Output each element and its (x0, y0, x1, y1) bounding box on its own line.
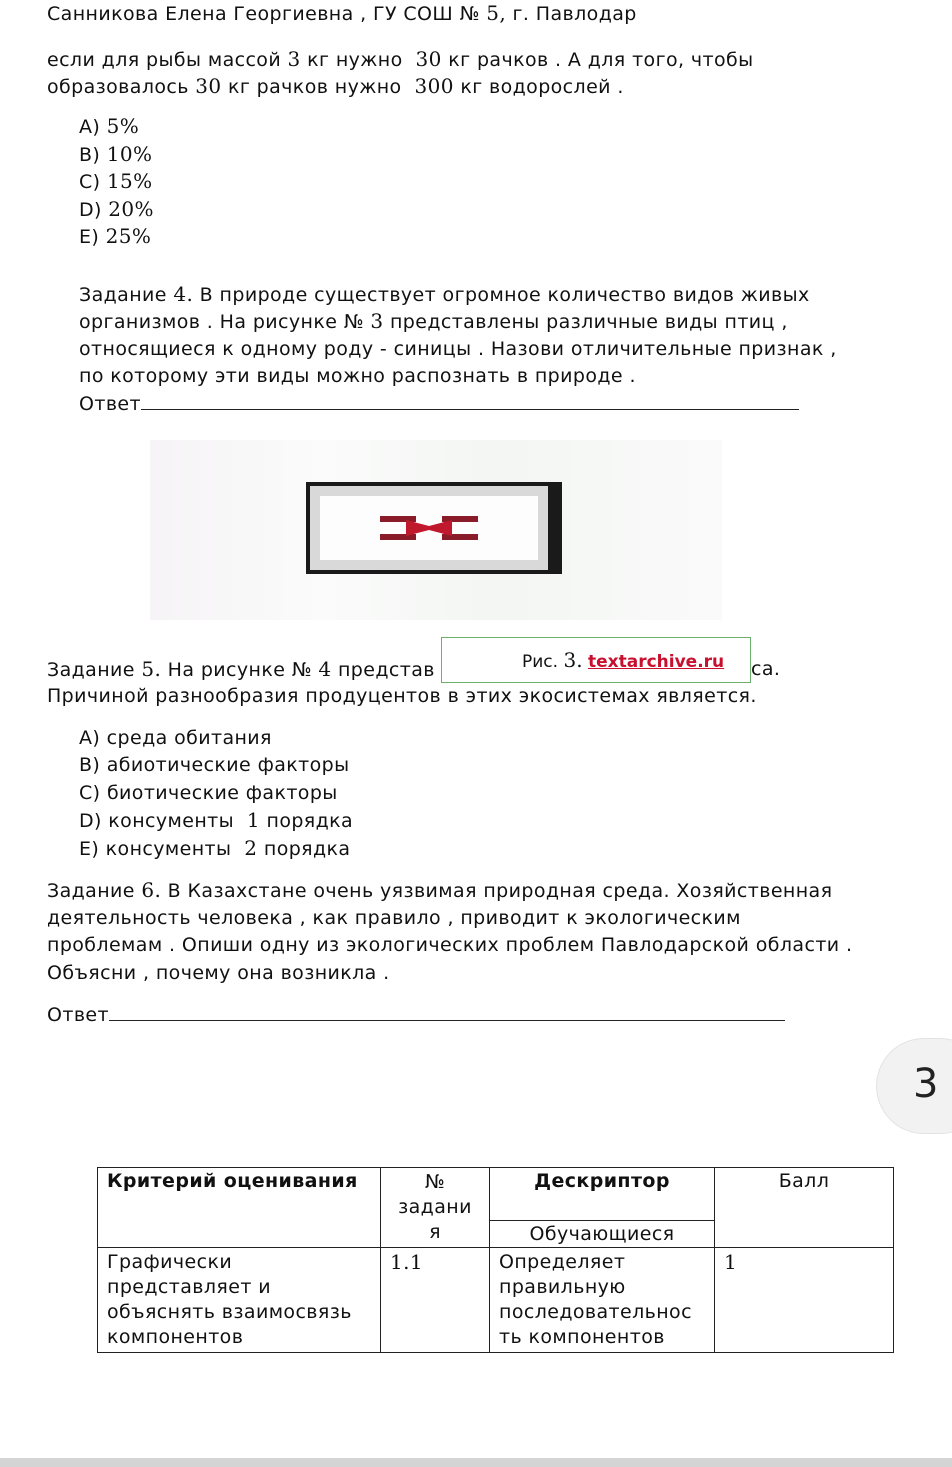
header-descriptor: Дескриптор (490, 1168, 715, 1221)
task6-line-2: деятельность человека , как правило , приводит к экологическим (47, 907, 741, 929)
cell-task-number: 1.1 (381, 1248, 490, 1353)
figure-birds-image (150, 440, 722, 620)
task4-answer-field[interactable] (141, 391, 799, 410)
bottom-scroll-bar[interactable] (0, 1458, 952, 1467)
header-school-number: 5, (486, 1, 507, 25)
q5-option-e: E) консументы 2 порядка (79, 836, 351, 860)
option-d: D) 20% (79, 197, 154, 221)
task6-line-1: Задание 6. В Казахстане очень уязвимая природная среда. Хозяйственная (47, 878, 833, 902)
task4-line-4: по которому эти виды можно распознать в природе . (79, 365, 636, 387)
page-number-badge[interactable]: 3 (876, 1038, 952, 1134)
bird-silhouette-icon (380, 514, 478, 542)
task6-answer: Ответ (47, 1002, 785, 1029)
option-c: C) 15% (79, 169, 153, 193)
cell-score: 1 (715, 1248, 894, 1353)
intro-line-2: образовалось 30 кг рачков нужно 300 кг водорослей . (47, 74, 624, 98)
header-author: Санникова Елена Георгиевна , ГУ СОШ № (47, 3, 480, 25)
option-a: A) 5% (79, 114, 140, 138)
task6-line-4: Объясни , почему она возникла . (47, 962, 390, 984)
task4-line-3: относящиеся к одному роду - синицы . Назови отличительные признак , (79, 338, 837, 360)
q5-option-d: D) консументы 1 порядка (79, 808, 354, 832)
intro-line-1: если для рыбы массой 3 кг нужно 30 кг рачков . А для того, чтобы (47, 47, 754, 71)
figure-frame (306, 482, 562, 574)
task5-line-2: Причиной разнообразия продуцентов в этих экосистемах является. (47, 685, 757, 707)
q5-option-c: C) биотические факторы (79, 782, 338, 804)
task6-answer-field[interactable] (109, 1002, 785, 1021)
header-score: Балл (715, 1168, 894, 1248)
task6-line-3: проблемам . Опиши одну из экологических проблем Павлодарской области . (47, 934, 853, 956)
q5-option-a: A) среда обитания (79, 727, 272, 749)
task4-line-2: организмов . На рисунке № 3 представлены различные виды птиц , (79, 309, 788, 333)
q5-option-b: B) абиотические факторы (79, 754, 350, 776)
option-e: E) 25% (79, 224, 152, 248)
option-b: B) 10% (79, 142, 153, 166)
task5-line-1: Задание 5. На рисунке № 4 представ (47, 657, 435, 681)
source-link[interactable]: textarchive.ru (587, 652, 725, 672)
task5-line-1-end: са. (751, 658, 781, 680)
cell-criterion: Графически представляет и объяснять взаимосвязь компонентов (98, 1248, 381, 1353)
cell-descriptor: Определяет правильную последовательнос ть компонентов (490, 1248, 715, 1353)
task4-answer: Ответ (79, 391, 799, 418)
page-header (47, 0, 637, 28)
figure-caption: Рис. 3. textarchive.ru (441, 637, 751, 683)
task4-line-1: Задание 4. В природе существует огромное количество видов живых (79, 282, 810, 306)
header-task-number: № задани я (381, 1168, 490, 1248)
header-learners: Обучающиеся (490, 1220, 715, 1247)
header-city: г. Павлодар (512, 3, 637, 25)
header-criterion: Критерий оценивания (98, 1168, 381, 1248)
table-row (98, 1248, 894, 1353)
grading-table (97, 1167, 894, 1353)
